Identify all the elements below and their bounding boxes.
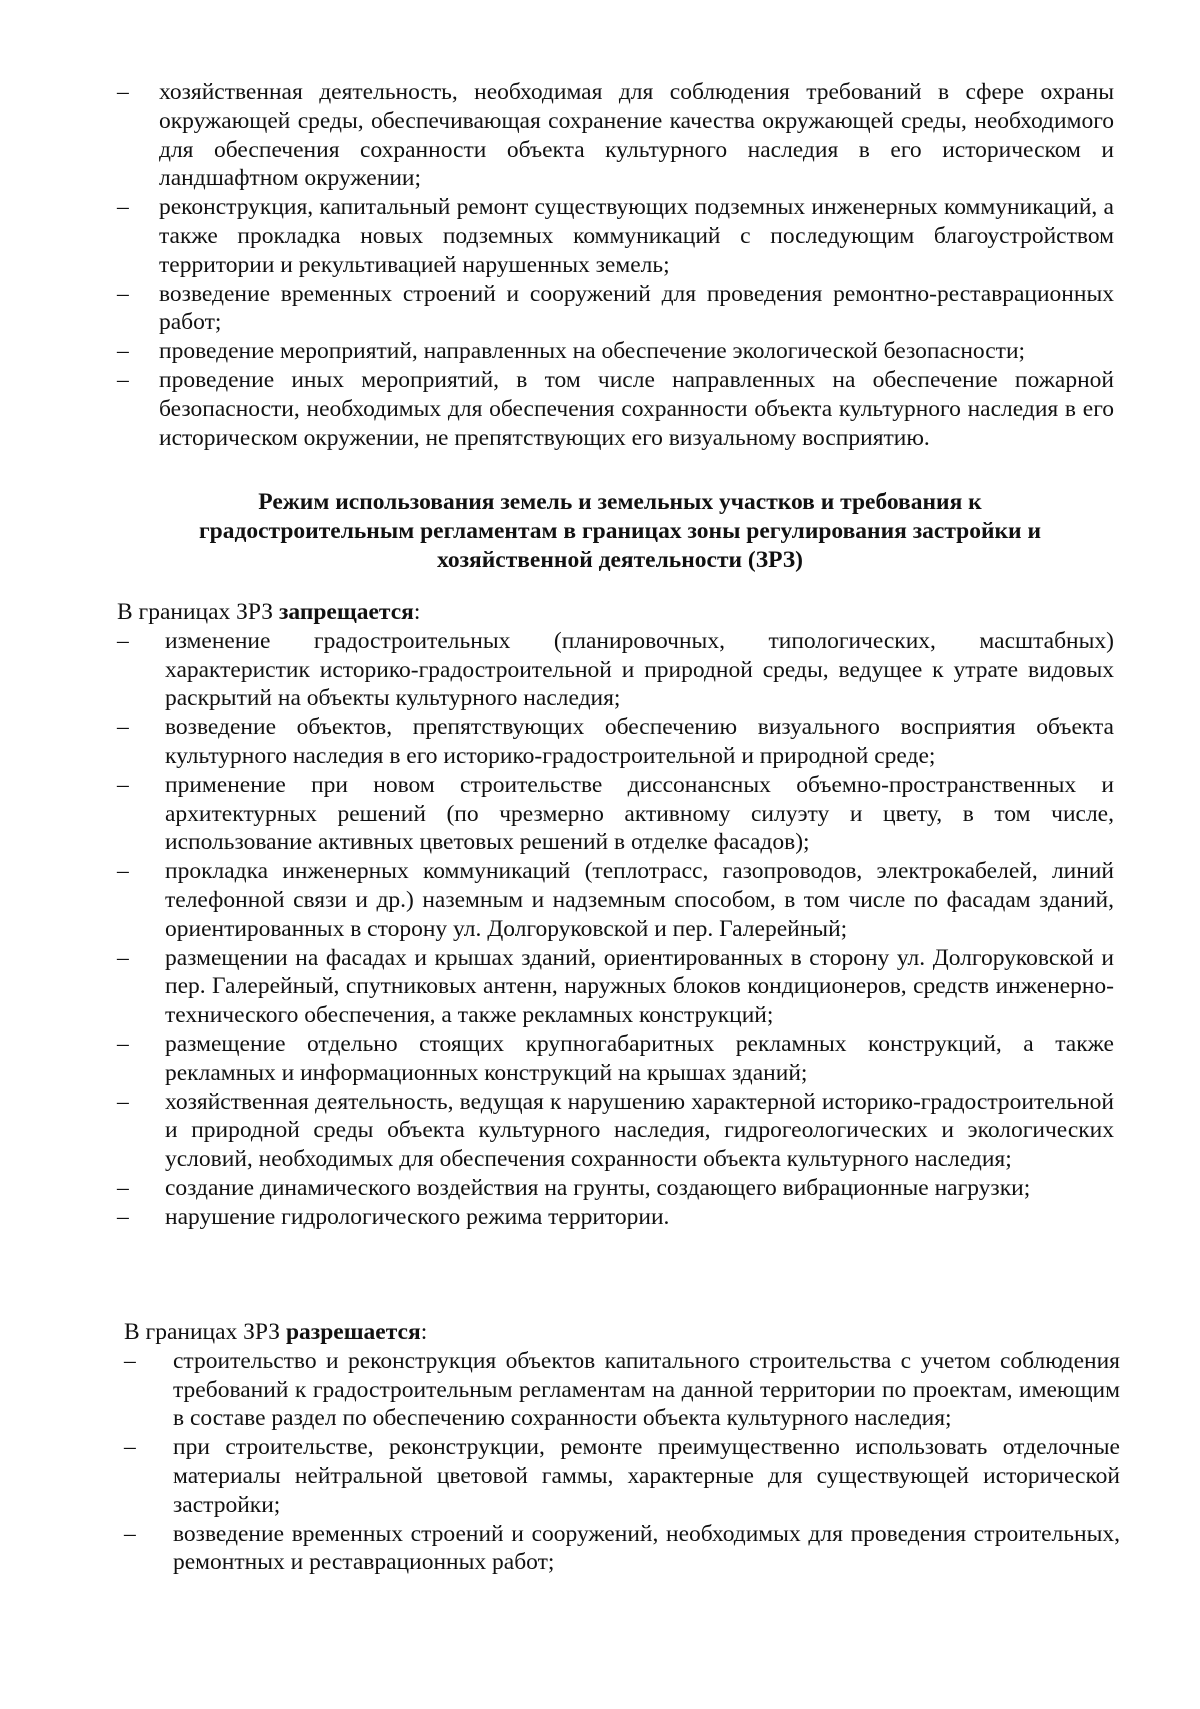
list-item [117,366,1114,452]
list-item [117,1174,1114,1203]
prohibited-list [117,627,1114,1232]
list-item-text: проведение мероприятий, направленных на обеспечение экологической безопасности; [159,338,1026,365]
prohibited-intro-suffix: : [413,599,421,625]
list-item-text: хозяйственная деятельность, ведущая к нарушению характерной историко-градостроительной и природной среды объекта культурного наследия, гидрогеологических и экологических условий, необходимых для обеспечения сохранности объекта культурного наследия; [165,1088,1114,1173]
list-item-text: создание динамического воздействия на грунты, создающего вибрационные нагрузки; [165,1174,1031,1201]
list-item-text: размещение отдельно стоящих крупногабаритных рекламных конструкций, а также рекламных и информационных конструкций на крышах зданий; [165,1030,1114,1086]
intro-list-section [117,78,1114,452]
list-item-text: изменение градостроительных (планировочных, типологических, масштабных) характеристик историко-градостроительной и природной среды, ведущее к утрате видовых раскрытий на объекты культурного наследия; [165,627,1114,712]
dash-bullet-icon: – [117,338,129,365]
intro-list [117,78,1114,452]
dash-bullet-icon: – [124,1347,136,1374]
permitted-intro-suffix: : [420,1319,428,1345]
list-item [117,944,1114,1030]
section-heading-line-2: градостроительным регламентам в границах зоны регулирования застройки и [198,517,1042,544]
prohibited-intro-keyword: запрещается [278,599,414,625]
permitted-intro-keyword: разрешается [285,1319,421,1345]
prohibited-intro [117,598,1114,627]
list-item [117,1203,1114,1232]
dash-bullet-icon: – [124,1434,136,1461]
section-heading-line-1: Режим использования земель и земельных участков и требования к [258,489,982,515]
dash-bullet-icon: – [117,79,129,105]
list-item [117,713,1114,771]
dash-bullet-icon: – [117,1088,129,1115]
list-item-text: при строительстве, реконструкции, ремонте преимущественно использовать отделочные материалы нейтральной цветовой гаммы, характерные для существующей исторической застройки; [173,1434,1120,1518]
dash-bullet-icon: – [117,627,129,654]
permitted-section [124,1318,1120,1577]
list-item-text: возведение объектов, препятствующих обеспечению визуального восприятия объекта культурного наследия в его историко-градостроительной и природной среде; [165,714,1114,769]
list-item [117,771,1114,857]
list-item [117,1088,1114,1174]
dash-bullet-icon: – [117,858,129,885]
list-item-text: проведение иных мероприятий, в том числе направленных на обеспечение пожарной безопасности, необходимых для обеспечения сохранности объекта культурного наследия в его историческом окружении, не препятствующих его визуальному восприятию. [159,366,1114,451]
list-item-text: возведение временных строений и сооружений для проведения ремонтно-реставрационных работ; [159,280,1114,336]
dash-bullet-icon: – [117,771,129,798]
list-item [124,1520,1120,1578]
prohibited-intro-prefix: В границах ЗРЗ [117,599,279,625]
dash-bullet-icon: – [124,1520,136,1547]
list-item-text: нарушение гидрологического режима территории. [165,1203,670,1230]
list-item [117,78,1114,193]
dash-bullet-icon: – [117,944,129,971]
list-item-text: размещении на фасадах и крышах зданий, ориентированных в сторону ул. Долгоруковской и пер. Галерейный, спутниковых антенн, наружных блоков кондиционеров, средств инженерно-технического обеспечения, а также рекламных конструкций; [165,944,1114,1029]
list-item-text: реконструкция, капитальный ремонт существующих подземных инженерных коммуникаций, а также прокладка новых подземных коммуникаций с последующим благоустройством территории и рекультивацией нарушенных земель; [159,194,1114,278]
dash-bullet-icon: – [117,1174,129,1201]
permitted-intro-prefix: В границах ЗРЗ [124,1319,286,1345]
dash-bullet-icon: – [117,280,129,307]
list-item-text: хозяйственная деятельность, необходимая для соблюдения требований в сфере охраны окружающей среды, обеспечивающая сохранение качества окружающей среды, необходимого для обеспечения сохранности объекта культурного наследия в его историческом и ландшафтном окружении; [159,79,1114,192]
dash-bullet-icon: – [117,1203,129,1230]
permitted-intro [124,1318,1120,1347]
list-item-text: строительство и реконструкция объектов капитального строительства с учетом соблюдения требований к градостроительным регламентам на данной территории по проектам, имеющим в составе раздел по обеспечению сохранности объекта культурного наследия; [173,1347,1120,1432]
list-item [117,193,1114,279]
list-item-text: прокладка инженерных коммуникаций (теплотрасс, газопроводов, электрокабелей, линий телефонной связи и др.) наземным и надземным способом, в том числе по фасадам зданий, ориентированных в сторону ул. Долгоруковской и пер. Галерейный; [165,858,1114,942]
list-item [124,1347,1120,1433]
list-item [124,1433,1120,1519]
dash-bullet-icon: – [117,194,129,221]
dash-bullet-icon: – [117,366,129,393]
list-item [117,857,1114,943]
prohibited-section [117,598,1114,1232]
list-item [117,280,1114,338]
list-item [117,337,1114,366]
dash-bullet-icon: – [117,714,129,741]
list-item-text: возведение временных строений и сооружений, необходимых для проведения строительных, ремонтных и реставрационных работ; [173,1520,1120,1576]
section-heading-line-3: хозяйственной деятельности (ЗРЗ) [436,546,804,573]
section-heading [130,488,1110,574]
dash-bullet-icon: – [117,1030,129,1057]
permitted-list [124,1347,1120,1577]
list-item [117,627,1114,713]
list-item [117,1030,1114,1088]
list-item-text: применение при новом строительстве диссонансных объемно-пространственных и архитектурных решений (по чрезмерно активному силуэту и цвету, в том числе, использование активных цветовых решений в отделке фасадов); [165,771,1114,856]
